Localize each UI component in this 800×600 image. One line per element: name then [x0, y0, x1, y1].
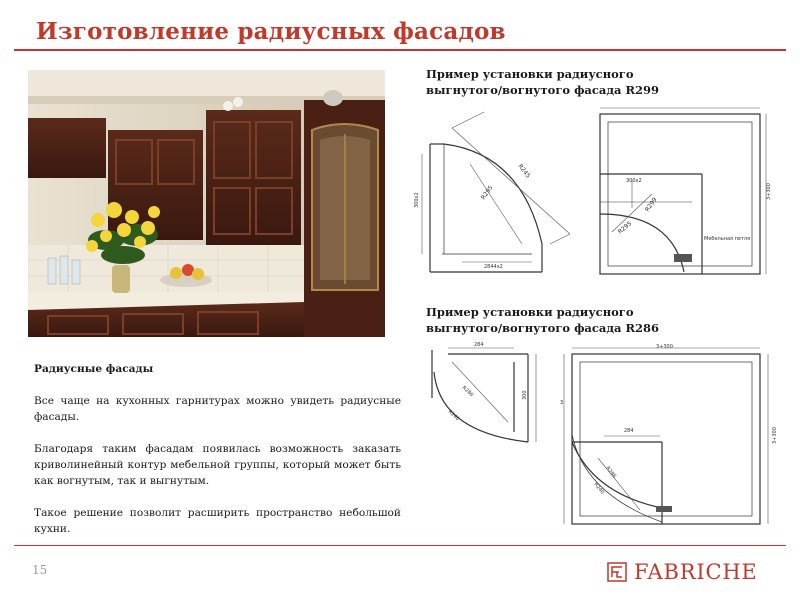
example-2-caption — [426, 304, 659, 336]
body-heading: Радиусные фасады — [34, 363, 154, 375]
example-1-caption-line2: выгнутого/вогнутого фасада R299 — [426, 83, 660, 97]
label-r240: R240 — [446, 409, 461, 423]
label-r299: R299 — [643, 196, 659, 214]
label-r240-right: R240 — [592, 481, 606, 496]
r286-drawing-left — [428, 342, 544, 450]
example-1-caption — [426, 66, 659, 98]
label-284-right: 284 — [624, 428, 634, 434]
label-284-top: 284 — [474, 342, 484, 348]
label-r295-right: R295 — [616, 220, 634, 236]
slide-title: Изготовление радиусных фасадов — [36, 18, 506, 45]
brand-name: FABRICHE — [634, 560, 758, 584]
r299-drawing-right — [592, 104, 772, 290]
r286-drawing-right — [544, 344, 778, 536]
label-300-left: 300 — [522, 390, 528, 400]
label-r286-right: R286 — [604, 465, 618, 480]
label-3-300-side: 3+300 — [772, 427, 778, 444]
label-3-300-top: 3+300 — [656, 344, 673, 350]
label-3: 3 — [560, 400, 564, 406]
label-r286: R286 — [460, 385, 475, 399]
r299-drawing-left — [414, 104, 582, 282]
label-3-300: 3+300 — [766, 183, 772, 200]
fabriche-emblem-icon — [606, 561, 628, 583]
title-divider — [14, 49, 786, 51]
label-hinge: Мебельная петля — [704, 236, 751, 242]
example-2-caption-line2: выгнутого/вогнутого фасада R286 — [426, 321, 660, 335]
body-text — [34, 361, 401, 537]
brand-logo — [606, 558, 758, 586]
label-300x2-right: 300x2 — [626, 178, 642, 184]
kitchen-photo — [28, 70, 385, 337]
page-number: 15 — [32, 563, 48, 577]
body-paragraph-3: Такое решение позволит расширить пространство небольшой кухни. — [34, 507, 401, 535]
example-1-caption-line1: Пример установки радиусного — [426, 67, 634, 81]
example-2-caption-line1: Пример установки радиусного — [426, 305, 634, 319]
body-paragraph-1: Все чаще на кухонных гарнитурах можно увидеть радиусные фасады. — [34, 395, 401, 423]
label-r295: R295 — [479, 184, 495, 202]
label-300x2-left: 300x2 — [414, 192, 420, 208]
footer-divider — [14, 545, 786, 546]
kitchen-illustration — [28, 70, 385, 337]
body-paragraph-2: Благодаря таким фасадам появилась возможность заказать криволинейный контур мебельной группы, который может быть как вогнутым, так и выгнутым. — [34, 443, 401, 487]
label-r245: R245 — [516, 162, 532, 180]
label-2844x2: 2844x2 — [484, 264, 503, 270]
